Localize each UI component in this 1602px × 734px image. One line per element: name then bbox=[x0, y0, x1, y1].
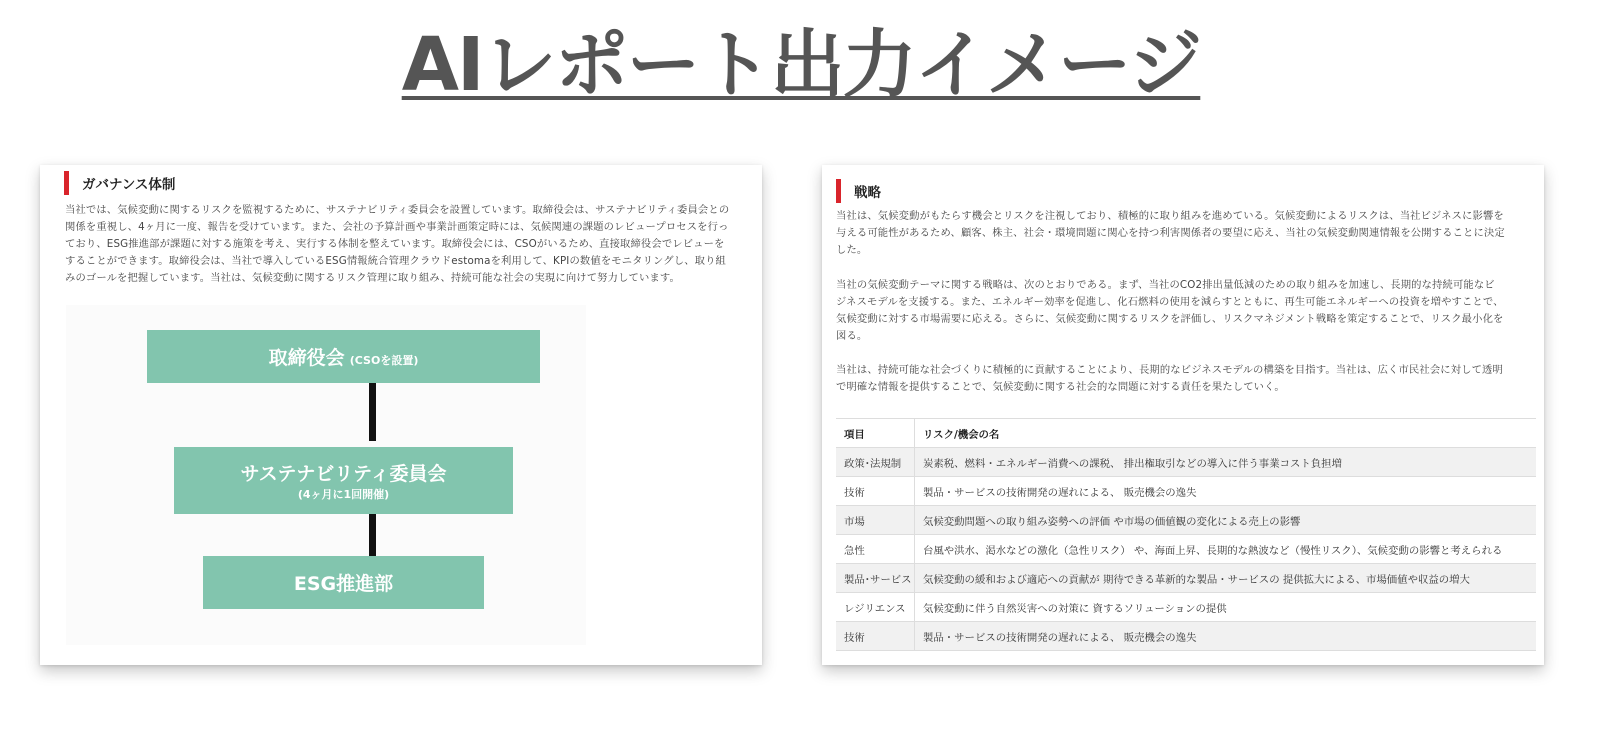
table-cell-name: 製品・サービスの技術開発の遅れによる、 販売機会の逸失 bbox=[915, 622, 1537, 651]
risk-opportunity-table bbox=[836, 418, 1536, 651]
table-row bbox=[836, 506, 1536, 535]
table-row bbox=[836, 477, 1536, 506]
governance-heading-text: ガバナンス体制 bbox=[82, 177, 176, 193]
table-cell-name: 台風や洪水、渇水などの激化（急性リスク） や、海面上昇、長期的な熱波など（慢性リスク）、気候変動の影響と考えられる bbox=[915, 535, 1537, 564]
table-cell-item: 急性 bbox=[836, 535, 915, 564]
table-cell-item: レジリエンス bbox=[836, 593, 915, 622]
org-box-esg-label: ESG推進部 bbox=[293, 573, 394, 595]
org-box-board-label: 取締役会 bbox=[268, 347, 345, 369]
table-row bbox=[836, 535, 1536, 564]
table-header-name: リスク/機会の名 bbox=[915, 419, 1537, 448]
org-box-board-note: (CSOを設置) bbox=[349, 354, 419, 367]
page-title: AIレポート出力イメージ bbox=[401, 22, 1201, 108]
governance-card bbox=[40, 165, 762, 665]
org-box-esg bbox=[203, 556, 484, 609]
table-header-item: 項目 bbox=[836, 419, 915, 448]
table-row bbox=[836, 622, 1536, 651]
org-connector-1 bbox=[369, 381, 376, 441]
table-cell-name: 気候変動に伴う自然災害への対策に 資するソリューションの提供 bbox=[915, 593, 1537, 622]
org-box-committee-label: サステナビリティ委員会 bbox=[240, 463, 447, 485]
org-box-committee bbox=[174, 447, 513, 514]
strategy-heading bbox=[836, 179, 881, 203]
table-row bbox=[836, 448, 1536, 477]
table-cell-item: 製品･サービス bbox=[836, 564, 915, 593]
strategy-paragraph-1: 当社は、気候変動がもたらす機会とリスクを注視しており、積極的に取り組みを進めている。気候変動によるリスクは、当社ビジネスに影響を 与える可能性があるため、顧客、株主、社会・環境問題に関心を持つ利害関係者の要望に応え、当社の気候変動関連情報を公開することに決定 した。 bbox=[836, 210, 1505, 256]
org-box-committee-note: (4ヶ月に1回開催) bbox=[297, 488, 390, 501]
table-cell-name: 気候変動問題への取り組み姿勢への評価 や市場の価値観の変化による売上の影響 bbox=[915, 506, 1537, 535]
heading-accent-bar bbox=[836, 179, 841, 203]
table-cell-item: 技術 bbox=[836, 622, 915, 651]
governance-paragraph: 当社では、気候変動に関するリスクを監視するために、サステナビリティ委員会を設置しています。取締役会は、サステナビリティ委員会との 関係を重視し、4ヶ月に一度、報告を受けています。また、会社の予算計画や事業計画策定時には、気候関連の課題のレビュープロセスを行っ ており、ESG推進部が課題に対する施策を考え、実行する体制を整えています。取締役会には、CSOがいるため、直接取締役会でレビューを することができます。取締役会は、当社で導入しているESG情報統合管理クラウドestomaを利用して、KPIの数値をモニタリングし、取り組 みのゴールを把握しています。当社は、気候変動に関するリスク管理に取り組み、持続可能な社会の実現に向けて努力しています。 bbox=[65, 204, 730, 284]
table-cell-item: 政策･法規制 bbox=[836, 448, 915, 477]
table-cell-name: 気候変動の緩和および適応への貢献が 期待できる革新的な製品・サービスの 提供拡大による、市場価値や収益の増大 bbox=[915, 564, 1537, 593]
heading-accent-bar bbox=[64, 171, 69, 195]
strategy-heading-text: 戦略 bbox=[854, 185, 881, 201]
table-row bbox=[836, 593, 1536, 622]
table-cell-item: 技術 bbox=[836, 477, 915, 506]
strategy-paragraph-3: 当社は、持続可能な社会づくりに積極的に貢献することにより、長期的なビジネスモデルの構築を目指す。当社は、広く市民社会に対して透明 で明確な情報を提供することで、気候変動に関する社会的な問題に対する責任を果たしていく。 bbox=[836, 364, 1503, 393]
org-connector-2 bbox=[369, 514, 376, 557]
strategy-paragraph-2: 当社の気候変動テーマに関する戦略は、次のとおりである。まず、当社のCO2排出量低減のための取り組みを加速し、長期的な持続可能なビ ジネスモデルを支援する。また、エネルギー効率を促進し、化石燃料の使用を減らすとともに、再生可能エネルギーへの投資を増やすことで、 気候変動に対する市場需要に応える。さらに、気候変動に関するリスクを評価し、リスクマネジメント戦略を策定することで、リスク最小化を 図る。 bbox=[836, 279, 1504, 342]
org-chart bbox=[66, 305, 586, 645]
table-header-row bbox=[836, 419, 1536, 448]
governance-heading bbox=[64, 171, 175, 195]
strategy-card bbox=[822, 165, 1544, 665]
table-cell-name: 炭素税、燃料・エネルギー消費への課税、 排出権取引などの導入に伴う事業コスト負担増 bbox=[915, 448, 1537, 477]
org-box-board bbox=[147, 330, 540, 383]
table-cell-item: 市場 bbox=[836, 506, 915, 535]
table-row bbox=[836, 564, 1536, 593]
table-cell-name: 製品・サービスの技術開発の遅れによる、 販売機会の逸失 bbox=[915, 477, 1537, 506]
